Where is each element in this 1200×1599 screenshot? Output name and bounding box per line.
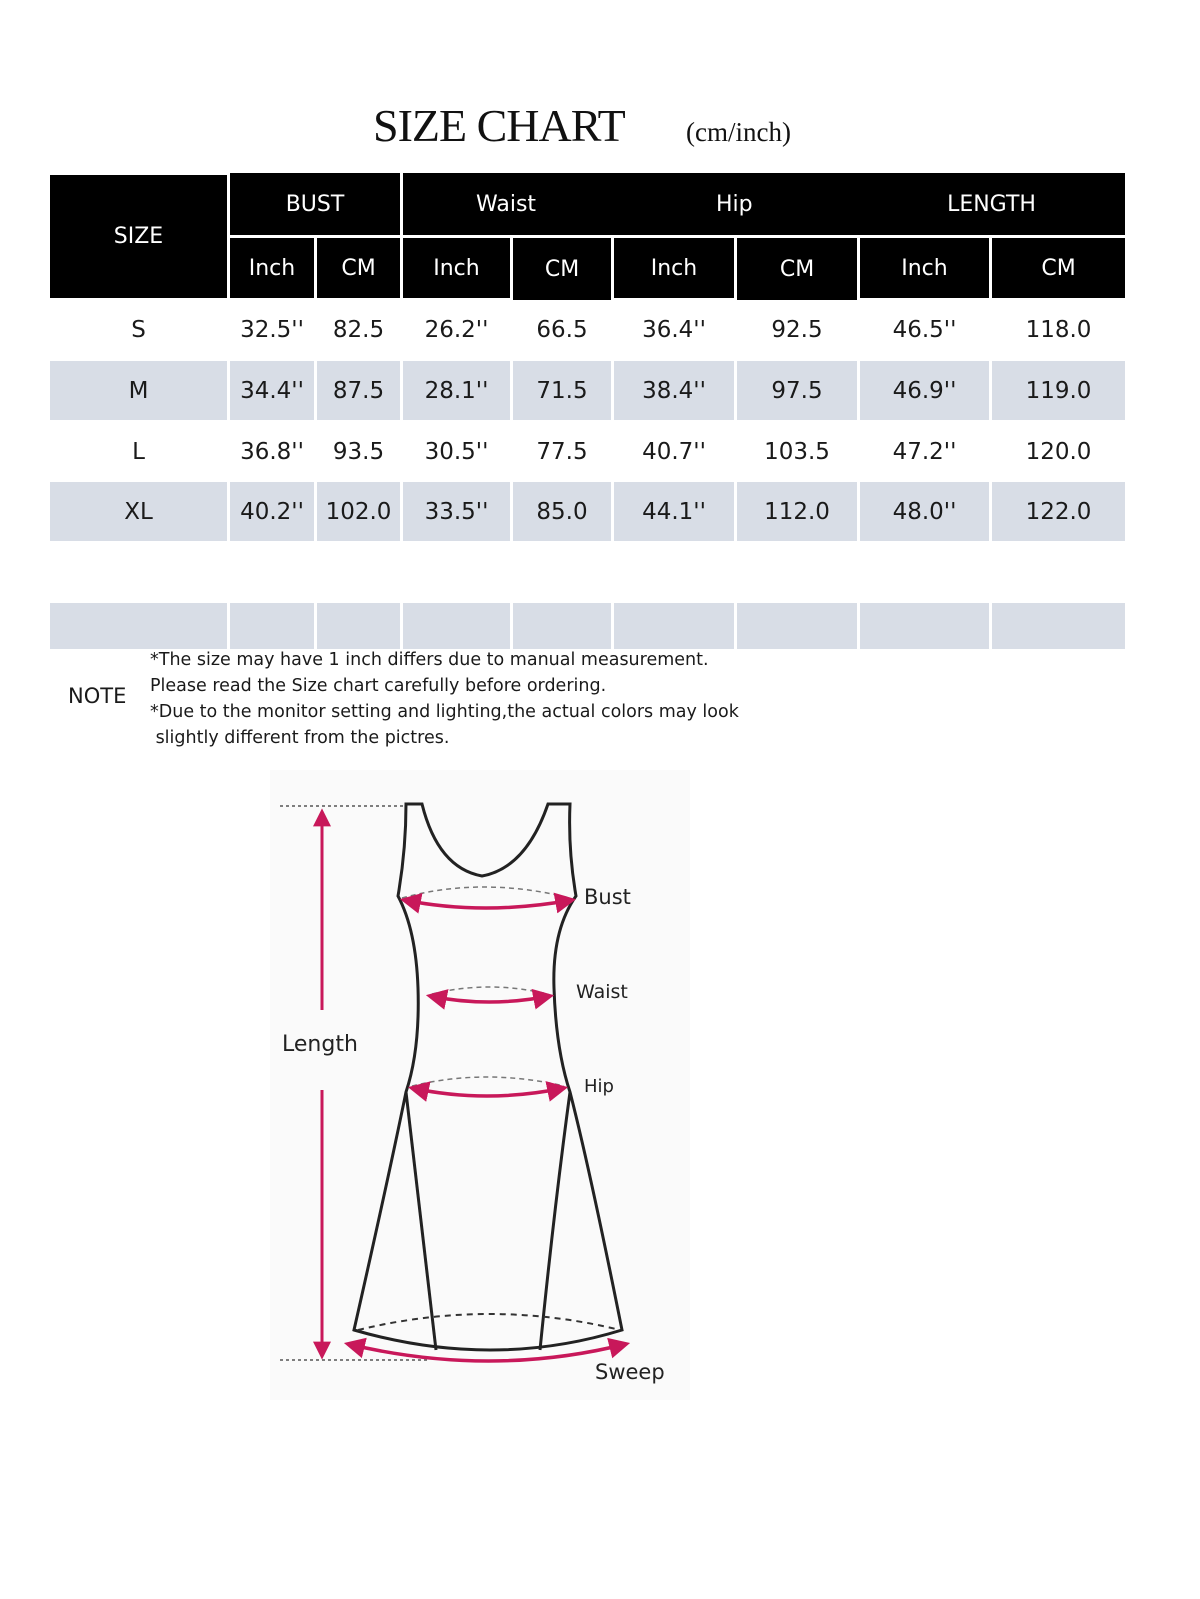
table-cell	[403, 361, 510, 420]
table-cell	[614, 361, 734, 420]
empty-cell	[230, 603, 314, 649]
table-cell	[403, 301, 510, 358]
empty-cell	[860, 603, 989, 649]
table-cell	[513, 301, 611, 358]
table-cell	[737, 361, 857, 420]
cell-value: 92.5	[771, 316, 823, 343]
cell-value: 48.0''	[892, 498, 957, 525]
group-header-length	[858, 173, 1125, 235]
cell-value: 93.5	[332, 438, 385, 465]
table-cell	[230, 482, 314, 541]
empty-cell	[992, 603, 1125, 649]
empty-cell	[317, 603, 400, 649]
size-header-label: SIZE	[113, 224, 164, 249]
table-cell	[737, 301, 857, 358]
cell-value: 85.0	[536, 498, 588, 525]
table-cell	[992, 482, 1125, 541]
table-cell	[317, 482, 400, 541]
table-cell	[317, 423, 400, 480]
table-cell	[614, 482, 734, 541]
size-table	[50, 173, 1125, 649]
cell-value: 119.0	[1025, 377, 1092, 404]
cell-value: 33.5''	[424, 498, 489, 525]
group-label-waist: Waist	[476, 191, 537, 217]
size-value: XL	[124, 498, 153, 525]
unit-header	[403, 238, 510, 298]
unit-header	[737, 238, 857, 300]
unit-label: Inch	[248, 255, 296, 281]
diagram-background	[270, 770, 690, 1400]
note-line: *The size may have 1 inch differs due to manual measurement.	[150, 650, 709, 670]
table-cell	[737, 423, 857, 480]
cell-value: 28.1''	[424, 377, 489, 404]
cell-value: 120.0	[1025, 438, 1092, 465]
cell-value: 26.2''	[424, 316, 489, 343]
unit-header	[513, 238, 611, 300]
dress-diagram-svg	[270, 770, 690, 1400]
cell-value: 30.5''	[424, 438, 489, 465]
size-cell	[50, 301, 227, 358]
group-header-waist-hip	[403, 173, 858, 235]
unit-header	[860, 238, 989, 298]
note-line: slightly different from the pictres.	[150, 728, 450, 748]
unit-label: CM	[544, 256, 580, 282]
cell-value: 87.5	[332, 377, 385, 404]
size-value: M	[128, 377, 149, 404]
empty-cell	[737, 603, 857, 649]
table-cell	[860, 423, 989, 480]
table-cell	[737, 482, 857, 541]
cell-value: 36.8''	[240, 438, 304, 465]
table-cell	[513, 423, 611, 480]
table-cell	[614, 423, 734, 480]
unit-label: Inch	[650, 255, 698, 281]
unit-label: CM	[1041, 255, 1076, 281]
cell-value: 97.5	[771, 377, 823, 404]
cell-value: 47.2''	[892, 438, 957, 465]
cell-value: 44.1''	[642, 498, 706, 525]
waist-label: Waist	[576, 981, 628, 1003]
table-cell	[513, 482, 611, 541]
note-line: *Due to the monitor setting and lighting,the actual colors may look	[150, 702, 739, 722]
page-subtitle: (cm/inch)	[686, 117, 791, 147]
sweep-label: Sweep	[595, 1360, 665, 1384]
cell-value: 32.5''	[240, 316, 304, 343]
size-value: L	[132, 438, 145, 465]
cell-value: 103.5	[764, 438, 830, 465]
bust-label: Bust	[584, 885, 631, 909]
cell-value: 82.5	[332, 316, 385, 343]
table-cell	[614, 301, 734, 358]
cell-value: 46.9''	[892, 377, 957, 404]
size-cell	[50, 361, 227, 420]
table-cell	[403, 423, 510, 480]
table-cell	[403, 482, 510, 541]
table-cell	[992, 423, 1125, 480]
unit-label: CM	[341, 255, 376, 281]
table-cell	[317, 361, 400, 420]
group-label-bust: BUST	[285, 191, 345, 217]
table-cell	[860, 361, 989, 420]
table-cell	[317, 301, 400, 358]
table-cell	[230, 301, 314, 358]
unit-label: Inch	[901, 255, 948, 281]
size-chart-header	[0, 95, 1200, 165]
note-line: Please read the Size chart carefully before ordering.	[150, 676, 607, 696]
empty-cell	[614, 603, 734, 649]
unit-header	[992, 238, 1125, 298]
size-header-cell	[50, 175, 227, 298]
group-label-length: LENGTH	[947, 191, 1036, 217]
cell-value: 112.0	[764, 498, 830, 525]
unit-header	[317, 238, 400, 298]
cell-value: 40.2''	[240, 498, 304, 525]
cell-value: 34.4''	[240, 377, 304, 404]
table-cell	[230, 423, 314, 480]
unit-header	[614, 238, 734, 298]
table-cell	[513, 361, 611, 420]
note-label: NOTE	[68, 684, 127, 708]
size-cell	[50, 423, 227, 480]
group-label-hip: Hip	[716, 191, 753, 217]
cell-value: 77.5	[536, 438, 588, 465]
cell-value: 122.0	[1025, 498, 1092, 525]
cell-value: 38.4''	[642, 377, 706, 404]
table-cell	[992, 361, 1125, 420]
cell-value: 102.0	[325, 498, 392, 525]
group-header-bust	[230, 173, 400, 235]
cell-value: 46.5''	[892, 316, 957, 343]
cell-value: 36.4''	[642, 316, 706, 343]
length-label: Length	[282, 1032, 358, 1057]
table-cell	[860, 301, 989, 358]
unit-label: CM	[779, 256, 815, 282]
size-value: S	[131, 316, 146, 343]
dress-measurement-diagram	[270, 770, 690, 1400]
cell-value: 40.7''	[642, 438, 706, 465]
empty-cell	[50, 603, 227, 649]
cell-value: 118.0	[1025, 316, 1092, 343]
empty-cell	[403, 603, 510, 649]
page-title: SIZE CHART	[373, 100, 625, 151]
cell-value: 66.5	[536, 316, 588, 343]
empty-cell	[513, 603, 611, 649]
table-cell	[860, 482, 989, 541]
table-cell	[992, 301, 1125, 358]
size-cell	[50, 482, 227, 541]
cell-value: 71.5	[536, 377, 588, 404]
table-cell	[230, 361, 314, 420]
hip-label: Hip	[584, 1076, 614, 1097]
unit-label: Inch	[433, 255, 480, 281]
unit-header	[230, 238, 314, 298]
